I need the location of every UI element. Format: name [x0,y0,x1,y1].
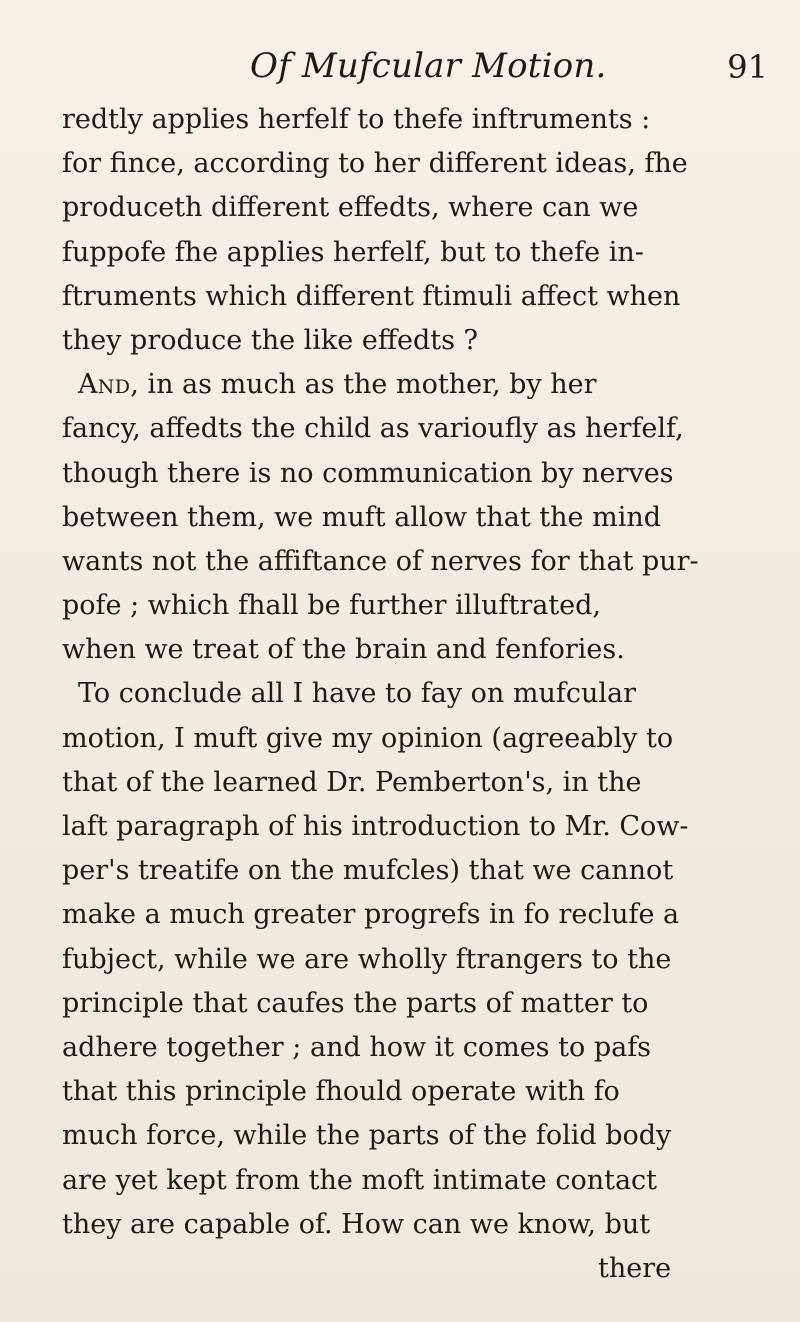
text-line: per's treatife on the mufcles) that we cannot [62,855,674,887]
text-line: for fince, according to her different ideas, fhe [62,148,688,180]
text-line: that of the learned Dr. Pemberton's, in the [62,766,642,798]
text-line: they are capable of. How can we know, but [62,1208,651,1240]
text-line: ftruments which different ftimuli affect when [62,280,681,312]
running-head-title: Of Mufcular Motion. [250,46,607,86]
page-header [0,36,800,96]
text-line: are yet kept from the moft intimate contact [62,1164,658,1196]
text-line: produceth different effedts, where can we [62,192,639,224]
text-line: pofe ; which fhall be further illuftrated, [62,590,602,622]
page-number: 91 [727,48,768,86]
body-text [62,98,762,1291]
text-line: wants not the affiftance of nerves for that pur- [62,545,699,577]
text-line: make a much greater progrefs in fo reclufe a [62,899,680,931]
text-line: adhere together ; and how it comes to pafs [62,1031,652,1063]
paragraph-opening-line: To conclude all I have to fay on mufcular [78,678,636,710]
text-line: laft paragraph of his introduction to Mr. Cow- [62,811,689,842]
text-line: much force, while the parts of the folid body [62,1120,672,1152]
catchword: there [598,1252,672,1284]
text-line: they produce the like effedts ? [62,324,479,356]
text-line: between them, we muft allow that the mind [62,501,662,533]
opening-word: And [78,369,131,401]
text-line: fuppofe fhe applies herfelf, but to thefe in- [62,236,644,268]
text-line: when we treat of the brain and fenfories. [62,634,625,666]
text-line: fubject, while we are wholly ftrangers to the [62,943,672,975]
text-fragment: , in as much as the mother, by her [130,369,597,401]
text-line: that this principle fhould operate with fo [62,1076,620,1108]
text-line: redtly applies herfelf to thefe inftruments : [62,104,651,135]
paragraph-opening-line [62,363,762,407]
text-line: fancy, affedts the child as varioufly as herfelf, [62,413,684,445]
text-line: though there is no communication by nerves [62,457,674,489]
text-line: principle that caufes the parts of matter to [62,987,649,1019]
text-line: motion, I muft give my opinion (agreeably to [62,722,674,754]
